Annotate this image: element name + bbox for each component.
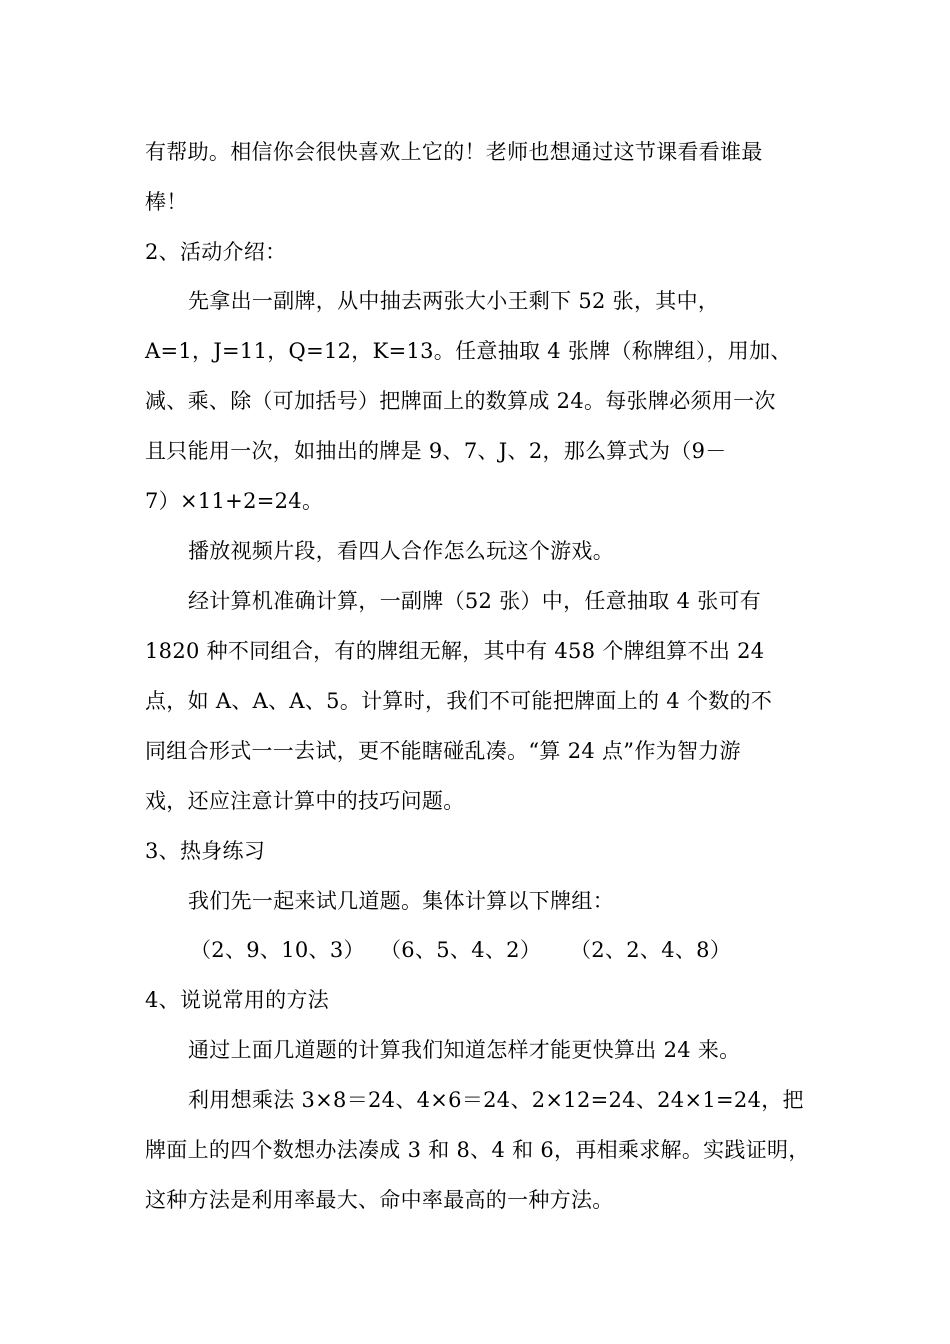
paragraph-line: 这种方法是利用率最大、命中率最高的一种方法。	[145, 1188, 614, 1212]
paragraph-line: 有帮助。相信你会很快喜欢上它的！老师也想通过这节课看看谁最	[145, 140, 763, 164]
section-heading-methods: 4、说说常用的方法	[145, 988, 330, 1012]
section-heading-activity-intro: 2、活动介绍：	[145, 240, 287, 264]
paragraph-line: 播放视频片段，看四人合作怎么玩这个游戏。	[188, 539, 614, 563]
paragraph-line: 1820 种不同组合，有的牌组无解，其中有 458 个牌组算不出 24	[145, 639, 765, 663]
card-group: （6、5、4、2）	[380, 938, 542, 962]
paragraph-line: 7）×11+2=24。	[145, 489, 324, 513]
paragraph-line: 先拿出一副牌，从中抽去两张大小王剩下 52 张，其中，	[188, 289, 720, 313]
paragraph-line: 我们先一起来试几道题。集体计算以下牌组：	[188, 889, 614, 913]
paragraph-line: A=1，J=11，Q=12，K=13。任意抽取 4 张牌（称牌组），用加、	[145, 339, 792, 363]
paragraph-line: 点，如 A、A、A、5。计算时，我们不可能把牌面上的 4 个数的不	[145, 689, 773, 713]
card-group: （2、2、4、8）	[570, 938, 732, 962]
paragraph-line: 牌面上的四个数想办法凑成 3 和 8、4 和 6，再相乘求解。实践证明，	[145, 1138, 810, 1162]
paragraph-line: 戏，还应注意计算中的技巧问题。	[145, 789, 465, 813]
paragraph-line: 通过上面几道题的计算我们知道怎样才能更快算出 24 来。	[188, 1038, 741, 1062]
paragraph-line: 减、乘、除（可加括号）把牌面上的数算成 24。每张牌必须用一次	[145, 389, 776, 413]
paragraph-line: 棒！	[145, 190, 188, 214]
paragraph-line: 利用想乘法 3×8＝24、4×6＝24、2×12=24、24×1=24，把	[188, 1088, 804, 1112]
paragraph-line: 经计算机准确计算，一副牌（52 张）中，任意抽取 4 张可有	[188, 589, 762, 613]
section-heading-warmup: 3、热身练习	[145, 839, 266, 863]
card-groups-row	[190, 935, 731, 965]
card-group: （2、9、10、3）	[190, 938, 365, 962]
paragraph-line: 同组合形式一一去试，更不能瞎碰乱凑。“算 24 点”作为智力游	[145, 739, 741, 763]
paragraph-line: 且只能用一次，如抽出的牌是 9、7、J、2，那么算式为（9－	[145, 439, 727, 463]
